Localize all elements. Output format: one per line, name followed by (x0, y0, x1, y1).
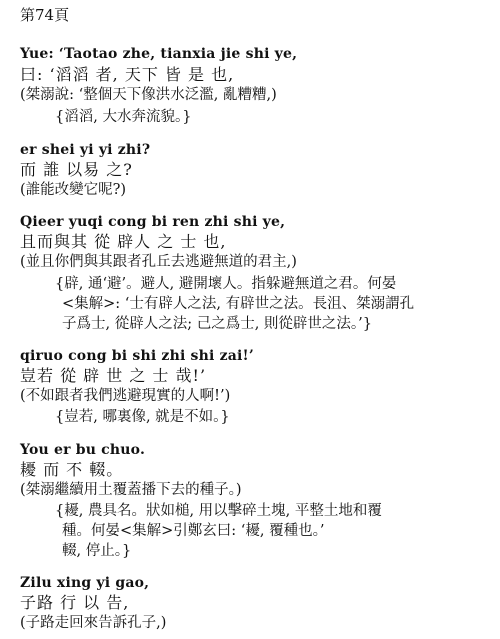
translation-line: (不如跟者我們逃避現實的人啊!’) (20, 388, 231, 404)
classical-text-line: 而 誰 以易 之? (20, 160, 133, 179)
annotation-line: {豈若, 哪裏像, 就是不如。} (55, 409, 230, 425)
annotation-line: <集解>: ‘士有辟人之法, 有辟世之法。長沮、桀溺謂孔 (62, 296, 415, 312)
classical-text-line: 曰: ‘滔滔 者, 天下 皆 是 也, (20, 65, 235, 84)
classical-text-line: 耰 而 不 輟。 (20, 460, 124, 479)
romanization-line: Yue: ‘Taotao zhe, tianxia jie shi ye, (20, 46, 298, 62)
annotation-line: {耰, 農具名。狀如槌, 用以擊碎土塊, 平整土地和覆 (55, 503, 382, 519)
annotation-line: {辟, 通‘避’。避人, 避開壞人。指躲避無道之君。何晏 (55, 276, 397, 292)
romanization-line: qiruo cong bi shi zhi shi zai!’ (20, 348, 254, 364)
annotation-line: 子爲士, 從辟人之法; 己之爲士, 則從辟世之法。’} (62, 316, 373, 332)
romanization-line: You er bu chuo. (20, 442, 146, 458)
romanization-line: er shei yi yi zhi? (20, 142, 151, 158)
classical-text-line: 且而與其 從 辟人 之 士 也, (20, 232, 227, 251)
translation-line: (誰能改變它呢?) (20, 182, 127, 198)
translation-line: (子路走回來告訴孔子,) (20, 615, 167, 631)
classical-text-line: 豈若 從 辟 世 之 士 哉!’ (20, 366, 207, 385)
page-number: 第74頁 (20, 6, 70, 24)
annotation-line: 種。何晏<集解>引鄭玄曰: ‘耰, 覆種也。’ (62, 523, 325, 539)
romanization-line: Qieer yuqi cong bi ren zhi shi ye, (20, 214, 286, 230)
translation-line: (並且你們與其跟者孔丘去逃避無道的君主,) (20, 254, 297, 270)
annotation-line: 輟, 停止。} (62, 543, 132, 559)
romanization-line: Zilu xing yi gao, (20, 575, 150, 591)
translation-line: (桀溺繼續用土覆蓋播下去的種子。) (20, 482, 242, 498)
translation-line: (桀溺說: ‘整個天下像洪水泛濫, 亂糟糟,) (20, 87, 277, 103)
classical-text-line: 子路 行 以 告, (20, 593, 130, 612)
annotation-line: {滔滔, 大水奔流貌。} (55, 109, 192, 125)
